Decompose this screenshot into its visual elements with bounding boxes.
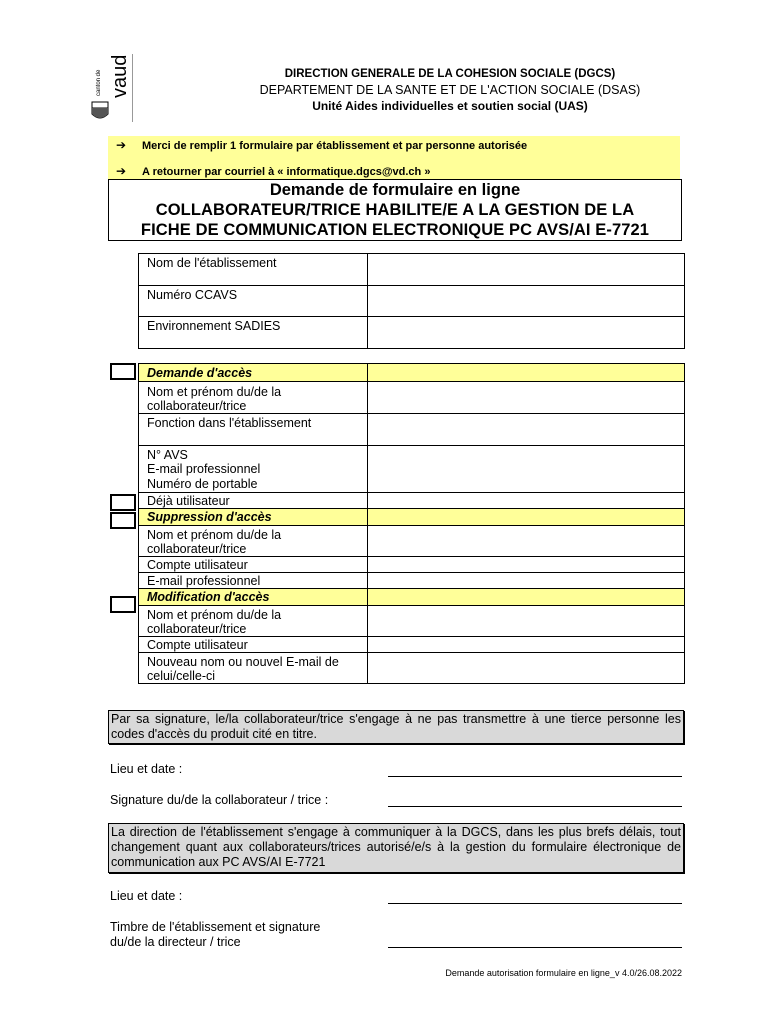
demande-mobile-label: Numéro de portable xyxy=(139,477,368,492)
vaud-logo xyxy=(86,52,134,124)
table-row xyxy=(139,414,685,446)
modification-account-field[interactable] xyxy=(367,636,684,652)
director-signature-field[interactable] xyxy=(388,946,682,948)
demande-name-field[interactable] xyxy=(367,382,684,414)
suppression-account-label: Compte utilisateur xyxy=(139,556,368,572)
ccavs-number-field[interactable] xyxy=(367,286,684,317)
suppression-email-field[interactable] xyxy=(367,572,684,588)
suppression-acces-checkbox[interactable] xyxy=(110,512,136,529)
table-row xyxy=(139,605,685,636)
access-request-table xyxy=(138,363,685,684)
suppression-account-field[interactable] xyxy=(367,556,684,572)
table-row xyxy=(139,286,685,317)
title-line-2: COLLABORATEUR/TRICE HABILITE/E A LA GESTION DE LA xyxy=(155,201,635,219)
demande-function-label: Fonction dans l'établissement xyxy=(139,414,368,446)
suppression-name-field[interactable] xyxy=(367,525,684,556)
place-date-field-2[interactable] xyxy=(388,902,682,904)
demande-email-label: E-mail professionnel xyxy=(139,462,368,477)
modification-account-label: Compte utilisateur xyxy=(139,636,368,652)
suppression-acces-heading: Suppression d'accès xyxy=(139,508,368,525)
collaborator-signature-field[interactable] xyxy=(388,805,682,807)
modification-name-label: Nom et prénom du/de la collaborateur/trice xyxy=(139,605,368,636)
place-date-field[interactable] xyxy=(388,775,682,777)
table-row xyxy=(139,382,685,414)
header-uas: Unité Aides individuelles et soutien social (UAS) xyxy=(312,99,588,113)
establishment-table xyxy=(138,253,685,349)
table-row xyxy=(139,588,685,605)
document-version-footer: Demande autorisation formulaire en ligne_v 4.0/26.08.2022 xyxy=(445,968,682,978)
table-row xyxy=(139,572,685,588)
table-row xyxy=(139,652,685,683)
table-row xyxy=(139,508,685,525)
header-dgcs: DIRECTION GENERALE DE LA COHESION SOCIALE (DGCS) xyxy=(284,68,616,80)
table-row xyxy=(139,364,685,382)
demande-mobile-field[interactable] xyxy=(367,477,684,492)
already-user-checkbox[interactable] xyxy=(110,494,136,511)
sadies-environment-label: Environnement SADIES xyxy=(139,317,368,349)
modification-acces-heading: Modification d'accès xyxy=(139,588,368,605)
instructions-notice xyxy=(108,136,680,180)
collaborator-signature-label: Signature du/de la collaborateur / trice : xyxy=(110,793,329,807)
table-row xyxy=(139,477,685,492)
modification-name-field[interactable] xyxy=(367,605,684,636)
modification-new-name-field[interactable] xyxy=(367,652,684,683)
sadies-environment-field[interactable] xyxy=(367,317,684,349)
demande-function-field[interactable] xyxy=(367,414,684,446)
table-row xyxy=(139,492,685,508)
form-title xyxy=(108,179,682,241)
already-user-label: Déjà utilisateur xyxy=(139,492,368,508)
logo-text-canton: canton de xyxy=(96,69,102,96)
notice-line-2: ➔ A retourner par courriel à « informatique.dgcs@vd.ch » xyxy=(116,164,431,178)
suppression-name-label: Nom et prénom du/de la collaborateur/trice xyxy=(139,525,368,556)
demande-email-field[interactable] xyxy=(367,462,684,477)
stamp-signature-label-1: Timbre de l'établissement et signature xyxy=(110,920,321,934)
logo-divider xyxy=(132,54,133,122)
ccavs-number-label: Numéro CCAVS xyxy=(139,286,368,317)
title-line-3: FICHE DE COMMUNICATION ELECTRONIQUE PC AVS/AI E-7721 xyxy=(140,221,650,239)
arrow-right-icon: ➔ xyxy=(116,164,127,178)
logo-text-vaud: vaud xyxy=(109,54,131,98)
collaborator-engagement-note: Par sa signature, le/la collaborateur/trice s'engage à ne pas transmettre à une tierce personne les codes d'accès du produit cité en titre. xyxy=(108,710,684,744)
table-row xyxy=(139,317,685,349)
stamp-signature-label-2: du/de la directeur / trice xyxy=(110,935,241,949)
arrow-right-icon: ➔ xyxy=(116,138,127,152)
demande-name-label: Nom et prénom du/de la collaborateur/trice xyxy=(139,382,368,414)
modification-new-name-label: Nouveau nom ou nouvel E-mail de celui/celle-ci xyxy=(139,652,368,683)
demande-avs-field[interactable] xyxy=(367,446,684,463)
establishment-name-label: Nom de l'établissement xyxy=(139,254,368,286)
direction-engagement-note: La direction de l'établissement s'engage à communiquer à la DGCS, dans les plus brefs délais, tout changement quant aux collaborateurs/trices autorisé/e/s à la gestion du formulaire électronique de communication aux PC AVS/AI E-7721 xyxy=(108,823,684,873)
demande-avs-label: N° AVS xyxy=(139,446,368,463)
demande-acces-heading: Demande d'accès xyxy=(139,364,368,382)
place-date-label: Lieu et date : xyxy=(110,762,183,776)
table-row xyxy=(139,636,685,652)
suppression-email-label: E-mail professionnel xyxy=(139,572,368,588)
header-dsas: DEPARTEMENT DE LA SANTE ET DE L'ACTION SOCIALE (DSAS) xyxy=(259,83,641,97)
table-row xyxy=(139,254,685,286)
table-row xyxy=(139,556,685,572)
title-line-1: Demande de formulaire en ligne xyxy=(269,181,521,199)
shield-icon xyxy=(92,102,108,118)
modification-acces-checkbox[interactable] xyxy=(110,596,136,613)
notice-line-1: ➔ Merci de remplir 1 formulaire par établissement et par personne autorisée xyxy=(116,138,528,152)
table-row xyxy=(139,462,685,477)
table-row xyxy=(139,525,685,556)
table-row xyxy=(139,446,685,463)
demande-acces-checkbox[interactable] xyxy=(110,363,136,380)
place-date-label-2: Lieu et date : xyxy=(110,889,183,903)
establishment-name-field[interactable] xyxy=(367,254,684,286)
already-user-field[interactable] xyxy=(367,492,684,508)
